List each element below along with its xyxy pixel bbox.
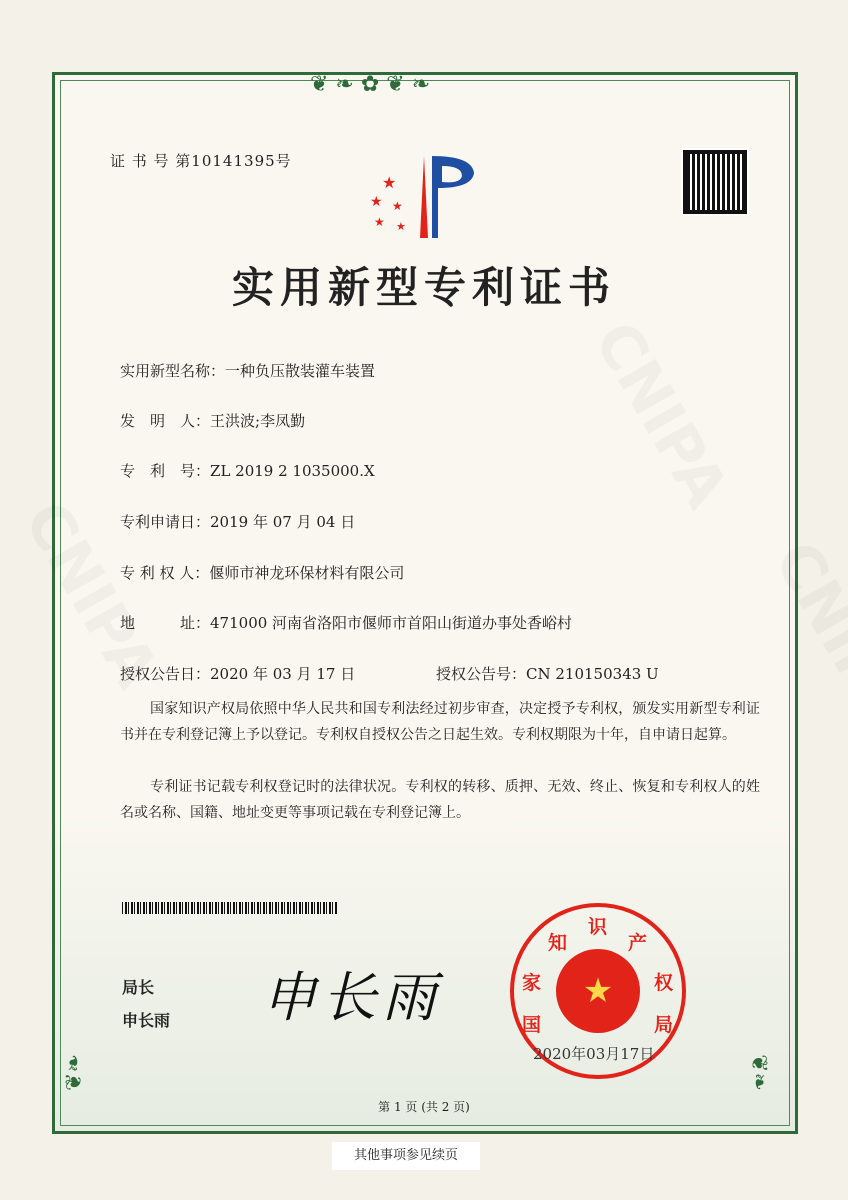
director-name: 申长雨 [122,1011,171,1030]
national-emblem-icon: ★ [556,949,640,1033]
field-announcement-number: 授权公告号：CN 210150343 U [436,665,659,683]
ornament-icon: ❦ ❧ ✿ ❦ ❧ [310,72,431,97]
barcode [122,902,338,914]
field-patentee: 专 利 权 人：偃师市神龙环保材料有限公司 [120,564,405,582]
cnipa-logo [362,148,492,248]
page-info: 第 1 页 (共 2 页) [378,1100,470,1114]
director-signature: 申长雨 [262,966,442,1029]
certificate-number: 证 书 号 第10141395号 [110,152,292,170]
svg-text:★: ★ [382,173,397,192]
field-address: 地 址：471000 河南省洛阳市偃师市首阳山街道办事处香峪村 [120,614,573,632]
qr-code [683,150,747,214]
svg-text:★: ★ [392,199,403,213]
paragraph: 国家知识产权局依照中华人民共和国专利法经过初步审查，决定授予专利权，颁发实用新型专利证书并在专利登记簿上予以登记。专利权自授权公告之日起生效。专利权期限为十年，自申请日起算。 [120,701,760,743]
ornament-icon: ❦❧ [61,1054,87,1091]
certificate-title: 实用新型专利证书 [231,263,616,312]
field-application-date: 专利申请日：2019 年 07 月 04 日 [120,513,356,531]
svg-text:★: ★ [370,194,383,210]
seal-date: 2020年03月17日 [533,1045,655,1063]
field-utility-model-name: 实用新型名称：一种负压散装灌车装置 [120,362,376,380]
field-inventor: 发 明 人：王洪波;李凤勤 [120,412,306,430]
paragraph: 专利证书记载专利权登记时的法律状况。专利权的转移、质押、无效、终止、恢复和专利权人的姓名或名称、国籍、地址变更等事项记载在专利登记簿上。 [120,779,760,821]
director-title: 局长 [122,978,155,997]
field-patent-number: 专 利 号：ZL 2019 2 1035000.X [120,462,375,480]
svg-text:★: ★ [374,215,385,229]
svg-text:★: ★ [396,220,406,233]
field-grant-date: 授权公告日：2020 年 03 月 17 日 [120,665,356,683]
ornament-icon: ❦❧ [745,1054,771,1091]
continuation-note: 其他事项参见续页 [332,1142,480,1170]
